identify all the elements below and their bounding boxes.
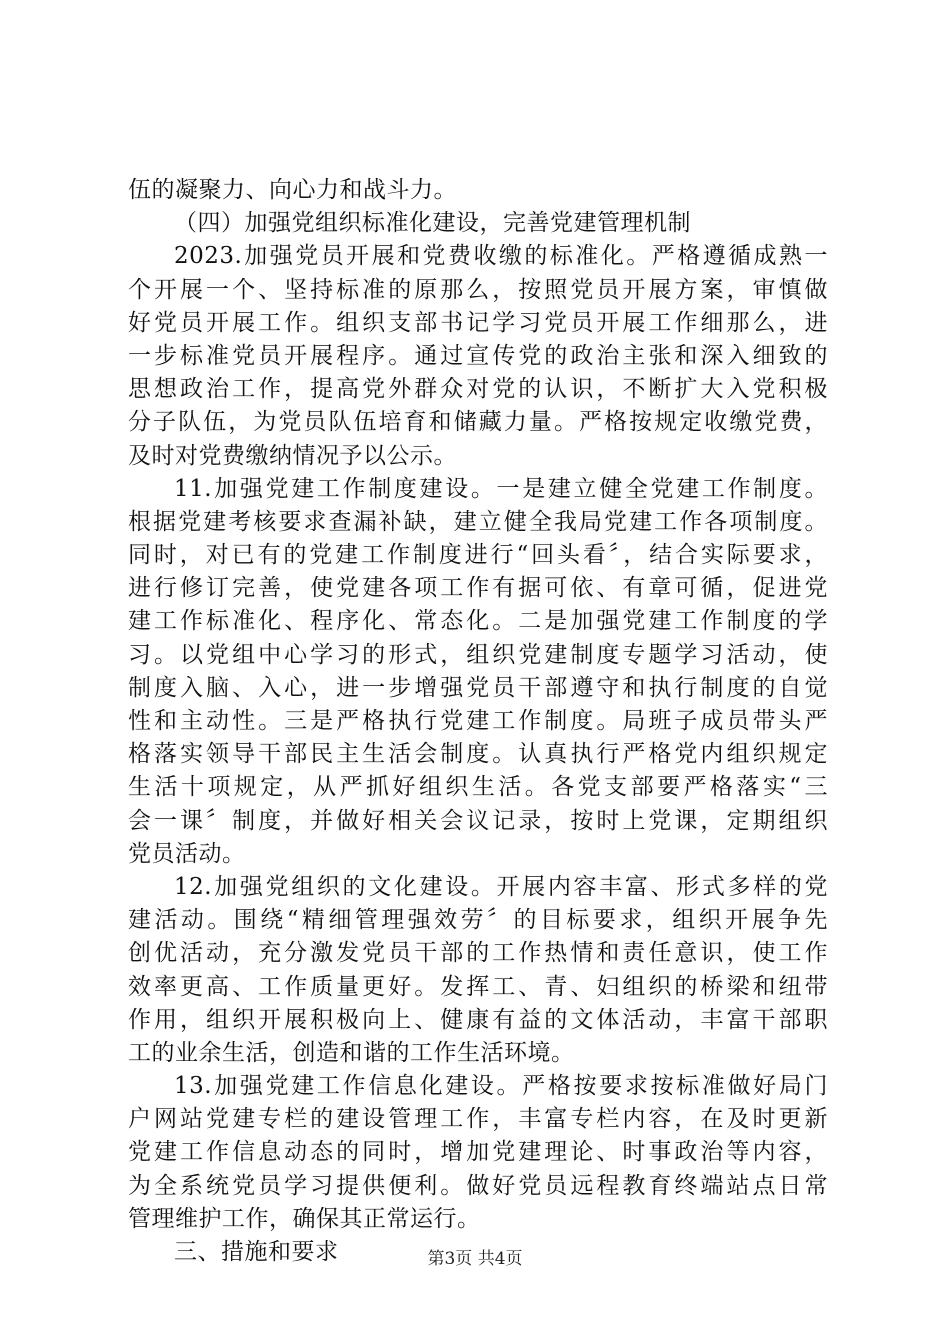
text-line: （四）加强党组织标准化建设，完善党建管理机制 [174,210,691,237]
text-line: 格落实领导干部民主生活会制度。认真执行严格党内组织规定 [128,741,828,768]
text-line: 效率更高、工作质量更好。发挥工、青、妇组织的桥梁和纽带 [128,973,828,1000]
text-line: 一步标准党员开展程序。通过宣传党的政治主张和深入细致的 [128,342,828,369]
text-line: 2023.加强党员开展和党费收缴的标准化。严格遵循成熟一 [174,243,828,270]
text-line: 12.加强党组织的文化建设。开展内容丰富、形式多样的党 [174,873,828,900]
text-line: 伍的凝聚力、向心力和战斗力。 [128,177,457,203]
text-line: 好党员开展工作。组织支部书记学习党员开展工作细那么，进 [128,309,828,336]
text-line: 管理维护工作，确保其正常运行。 [128,1205,481,1232]
text-line: 户网站党建专栏的建设管理工作，丰富专栏内容，在及时更新 [128,1106,828,1133]
text-line: 11.加强党建工作制度建设。一是建立健全党建工作制度。 [174,475,828,502]
text-line: 进行修订完善，使党建各项工作有据可依、有章可循，促进党 [128,575,828,602]
text-line: 思想政治工作，提高党外群众对党的认识，不断扩大入党积极 [128,376,828,403]
text-line: 生活十项规定，从严抓好组织生活。各党支部要严格落实“三 [128,774,828,801]
text-line: 党建工作信息动态的同时，增加党建理论、时事政治等内容， [128,1139,828,1166]
page-number: 第3页 共4页 [427,1249,523,1269]
text-line: 同时，对已有的党建工作制度进行“回头看〞，结合实际要求， [128,542,828,569]
text-line: 三、措施和要求 [174,1239,339,1265]
text-line: 习。以党组中心学习的形式，组织党建制度专题学习活动，使 [128,641,828,668]
text-line: 工的业余生活，创造和谐的工作生活环境。 [128,1039,575,1066]
text-line: 制度入脑、入心，进一步增强党员干部遵守和执行制度的自觉 [128,674,828,701]
text-line: 及时对党费缴纳情况予以公示。 [128,442,457,469]
text-line: 党员活动。 [128,840,246,867]
text-line: 创优活动，充分激发党员干部的工作热情和责任意识，使工作 [128,940,828,967]
text-line: 13.加强党建工作信息化建设。严格按要求按标准做好局门 [174,1073,828,1100]
text-line: 作用，组织开展积极向上、健康有益的文体活动，丰富干部职 [128,1006,828,1033]
text-line: 根据党建考核要求查漏补缺，建立健全我局党建工作各项制度。 [128,508,828,535]
text-line: 会一课〞制度，并做好相关会议记录，按时上党课，定期组织 [128,807,828,834]
text-line: 建工作标准化、程序化、常态化。二是加强党建工作制度的学 [128,608,828,635]
text-line: 个开展一个、坚持标准的原那么，按照党员开展方案，审慎做 [128,276,828,303]
document-body [128,174,828,1269]
text-line: 性和主动性。三是严格执行党建工作制度。局班子成员带头严 [128,708,828,734]
text-line: 分子队伍，为党员队伍培育和储藏力量。严格按规定收缴党费， [128,409,828,436]
text-line: 为全系统党员学习提供便利。做好党员远程教育终端站点日常 [128,1172,828,1199]
page-footer [0,1248,950,1270]
text-line: 建活动。围绕“精细管理强效劳〞的目标要求，组织开展争先 [128,907,828,934]
